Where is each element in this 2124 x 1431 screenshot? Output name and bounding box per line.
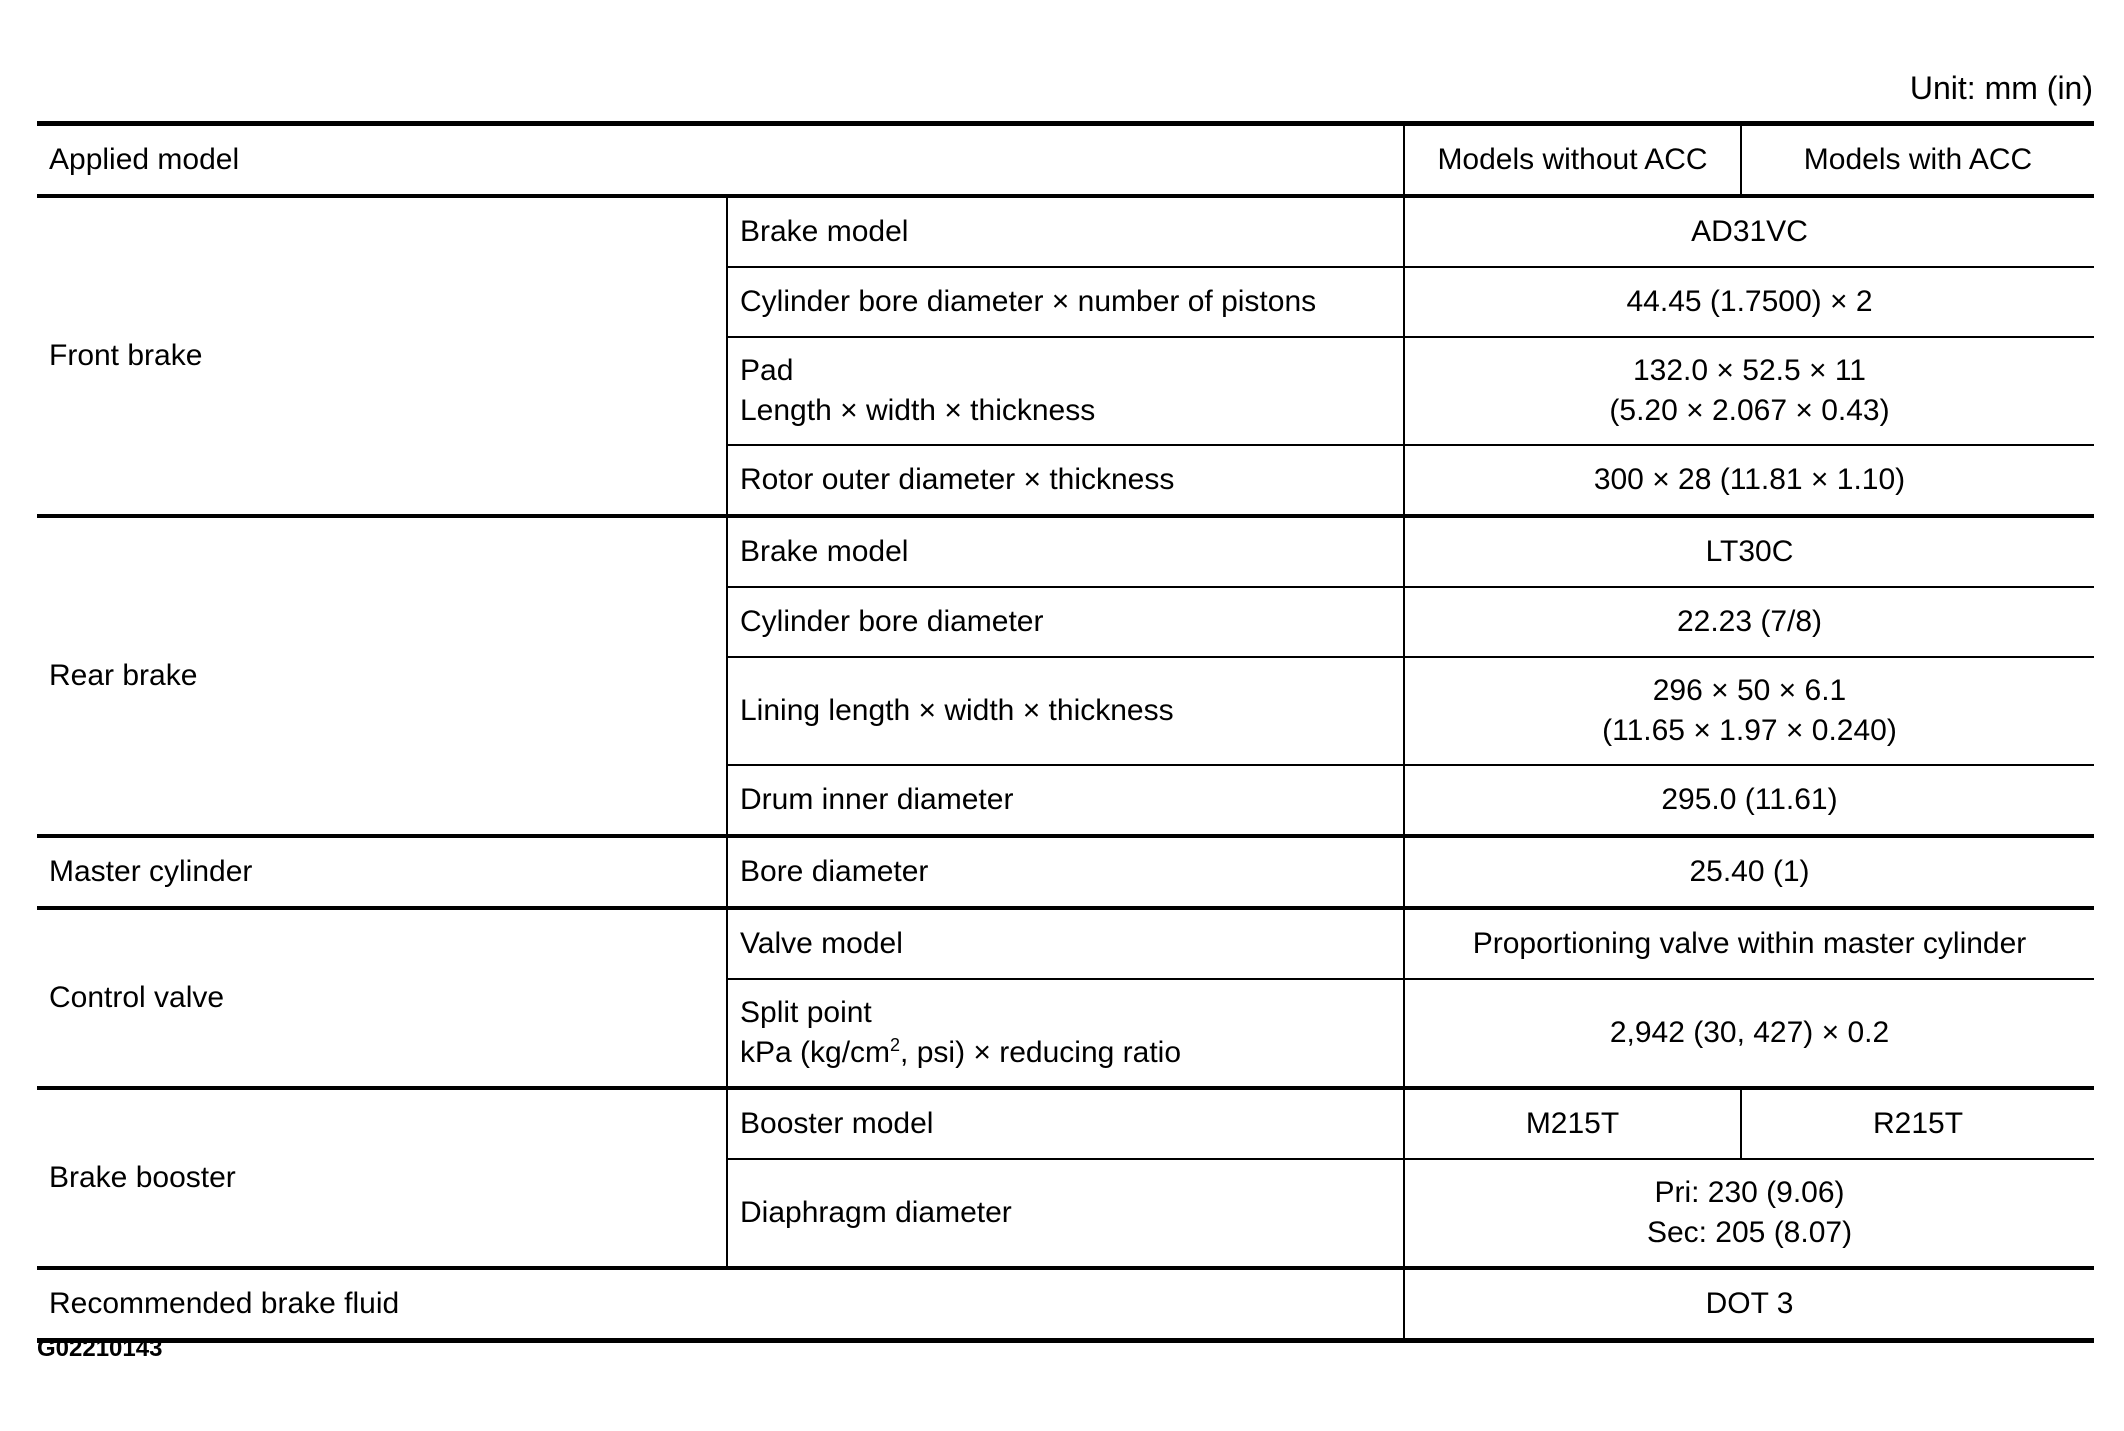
split-point-value: 2,942 (30, 427) × 0.2 (1404, 979, 2094, 1088)
split-point-label-line2 (740, 1033, 1391, 1073)
rear-cylinder-value: 22.23 (7/8) (1404, 587, 2094, 657)
booster-model-label: Booster model (727, 1088, 1404, 1159)
booster-model-without-acc: M215T (1404, 1088, 1741, 1159)
rear-lining-value-line1: 296 × 50 × 6.1 (1652, 674, 1847, 707)
master-bore-label: Bore diameter (727, 836, 1404, 908)
front-cylinder-label: Cylinder bore diameter × number of pistons (727, 267, 1404, 337)
front-cylinder-value: 44.45 (1.7500) × 2 (1404, 267, 2094, 337)
rear-lining-label: Lining length × width × thickness (727, 657, 1404, 765)
split-point-label-line1: Split point (740, 996, 872, 1029)
brake-booster-label: Brake booster (37, 1088, 727, 1268)
front-pad-value-line2: (5.20 × 2.067 × 0.43) (1609, 394, 1890, 427)
rear-drum-value: 295.0 (11.61) (1404, 765, 2094, 836)
rear-brake-label: Rear brake (37, 516, 727, 836)
table-row (37, 196, 2094, 267)
valve-model-value: Proportioning valve within master cylinder (1404, 908, 2094, 979)
rear-lining-value (1404, 657, 2094, 765)
rear-cylinder-label: Cylinder bore diameter (727, 587, 1404, 657)
valve-model-label: Valve model (727, 908, 1404, 979)
front-brake-model-value: AD31VC (1404, 196, 2094, 267)
applied-model-header: Applied model (37, 124, 1404, 197)
header-row (37, 124, 2094, 197)
split-unit-text-rest: , psi) × reducing ratio (900, 1036, 1182, 1069)
front-pad-label-line1: Pad (740, 354, 794, 387)
table-row (37, 516, 2094, 587)
front-rotor-label: Rotor outer diameter × thickness (727, 445, 1404, 516)
master-cylinder-label: Master cylinder (37, 836, 727, 908)
diaphragm-value (1404, 1159, 2094, 1268)
front-brake-model-label: Brake model (727, 196, 1404, 267)
rear-lining-value-line2: (11.65 × 1.97 × 0.240) (1602, 714, 1897, 747)
control-valve-label: Control valve (37, 908, 727, 1088)
front-rotor-value: 300 × 28 (11.81 × 1.10) (1404, 445, 2094, 516)
rear-brake-model-label: Brake model (727, 516, 1404, 587)
table-row (37, 836, 2094, 908)
diaphragm-label: Diaphragm diameter (727, 1159, 1404, 1268)
rear-drum-label: Drum inner diameter (727, 765, 1404, 836)
split-point-label (727, 979, 1404, 1088)
front-brake-label: Front brake (37, 196, 727, 516)
front-pad-value-line1: 132.0 × 52.5 × 11 (1633, 354, 1866, 387)
brake-fluid-label: Recommended brake fluid (37, 1268, 1404, 1341)
front-pad-label (727, 337, 1404, 445)
diaphragm-value-line1: Pri: 230 (9.06) (1654, 1176, 1845, 1209)
table-row (37, 1268, 2094, 1341)
booster-model-with-acc: R215T (1741, 1088, 2094, 1159)
unit-label: Unit: mm (in) (1909, 70, 2093, 106)
front-pad-label-line2: Length × width × thickness (740, 394, 1096, 427)
table-row (37, 1088, 2094, 1159)
split-unit-text: kPa (kg/cm (740, 1036, 891, 1069)
rear-brake-model-value: LT30C (1404, 516, 2094, 587)
brake-fluid-value: DOT 3 (1404, 1268, 2094, 1341)
split-unit-superscript: 2 (890, 1035, 901, 1055)
master-bore-value: 25.40 (1) (1404, 836, 2094, 908)
models-with-acc-header: Models with ACC (1741, 124, 2094, 197)
models-without-acc-header: Models without ACC (1404, 124, 1741, 197)
diaphragm-value-line2: Sec: 205 (8.07) (1646, 1216, 1853, 1249)
front-pad-value (1404, 337, 2094, 445)
brake-specification-table (37, 121, 2094, 1343)
table-row (37, 908, 2094, 979)
figure-id: G02210143 (37, 1335, 163, 1362)
